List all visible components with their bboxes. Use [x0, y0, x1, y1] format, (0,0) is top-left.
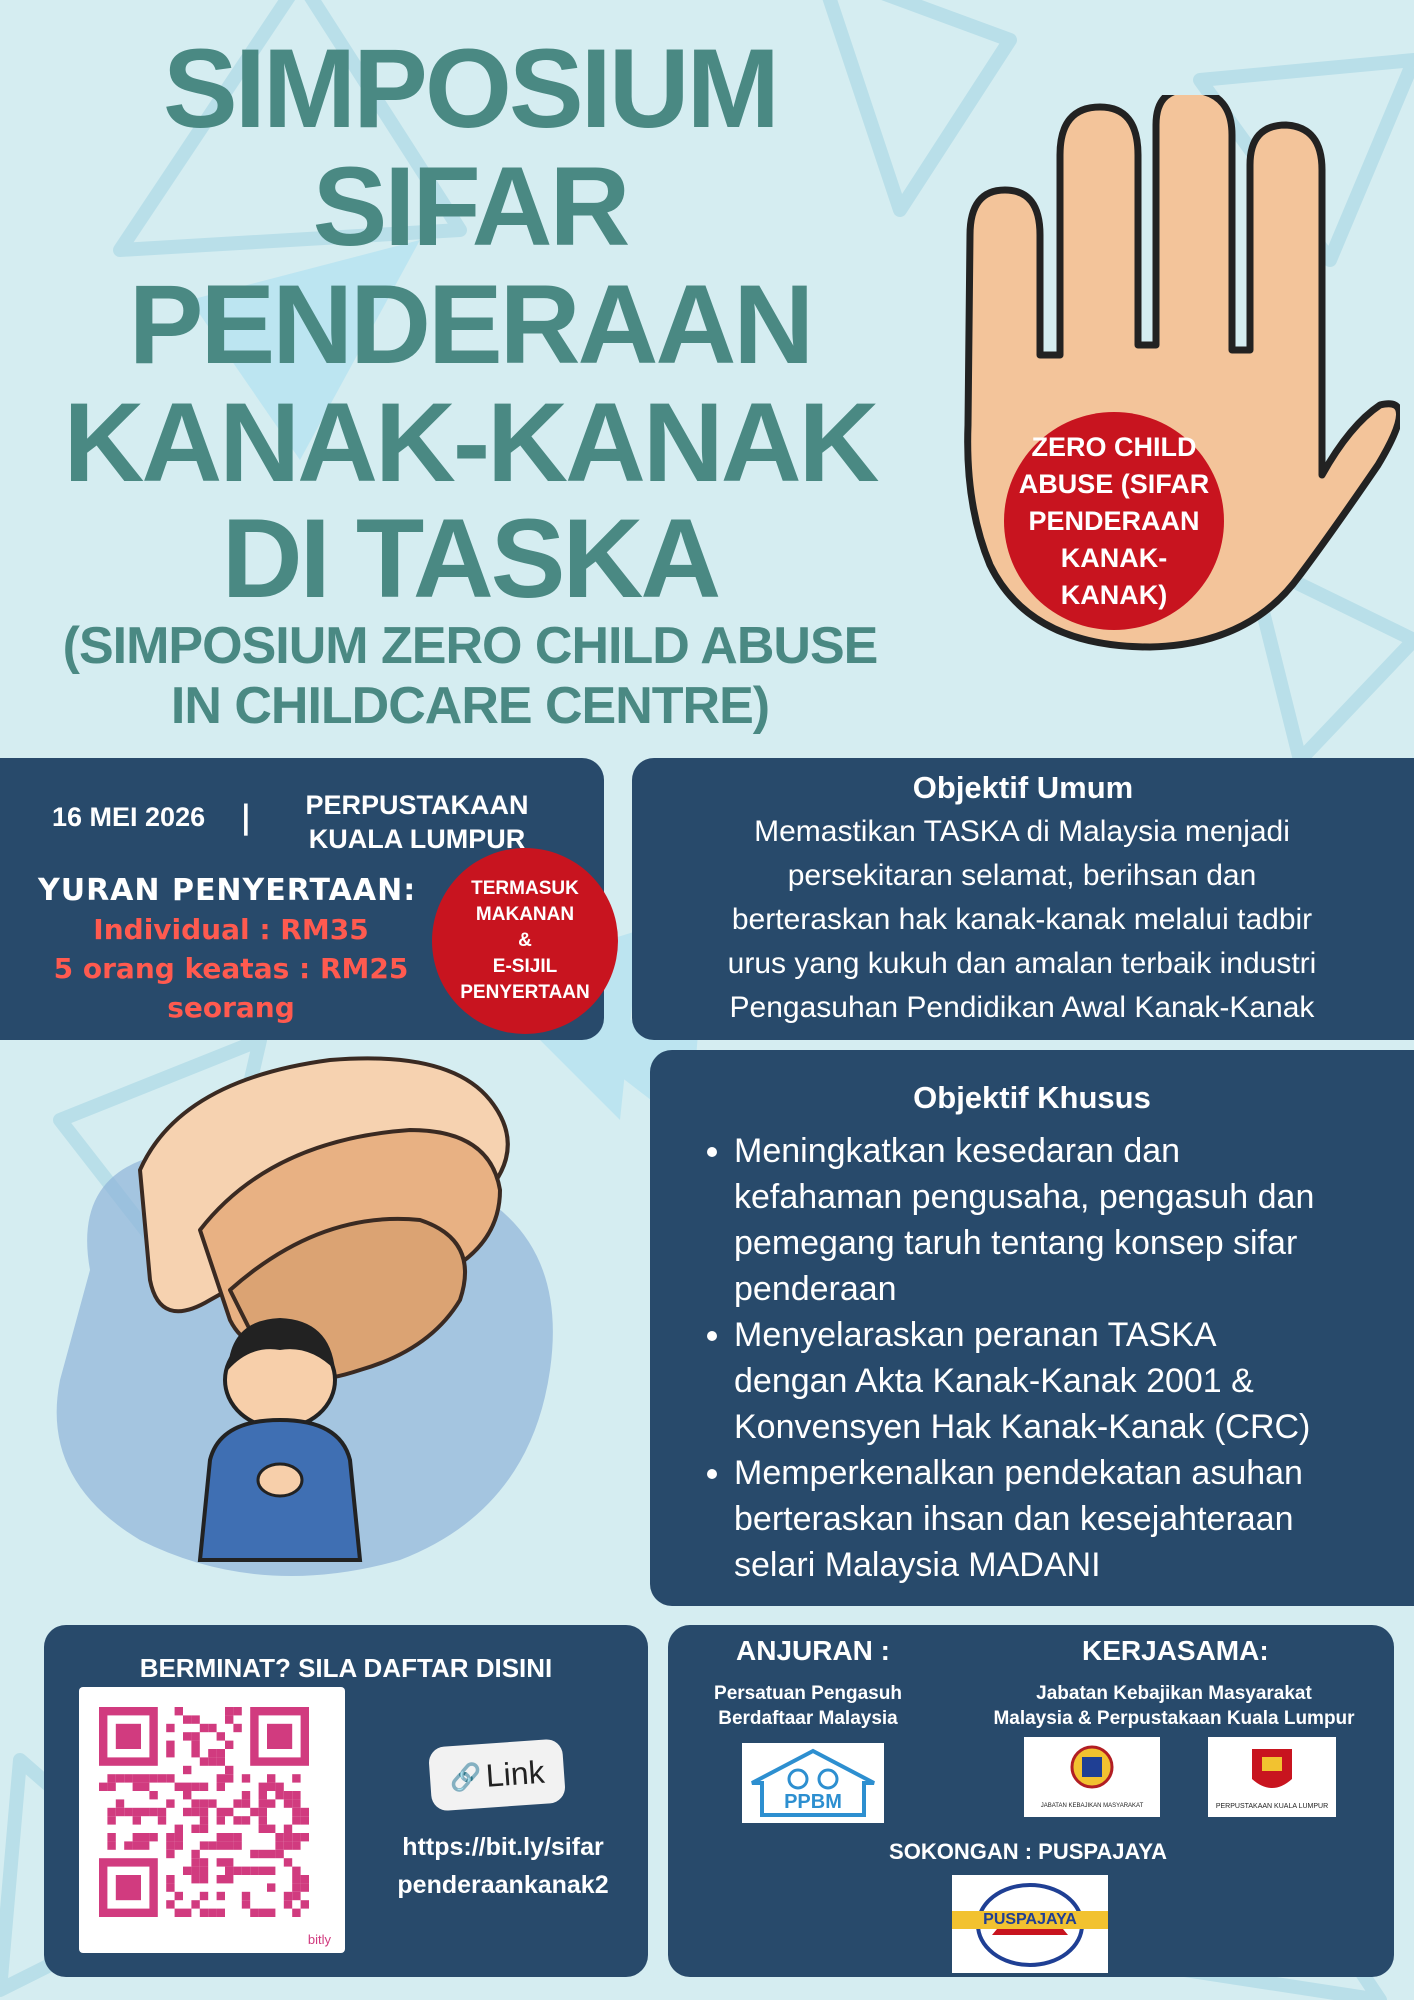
anjuran-name [688, 1681, 928, 1731]
pkl-logo-caption: PERPUSTAKAAN KUALA LUMPUR [1215, 1803, 1329, 1810]
khusus-line: pemegang taruh tentang konsep sifar [734, 1224, 1298, 1262]
jkm-logo-caption: JABATAN KEBAJIKAN MASYARAKAT [1040, 1803, 1144, 1809]
event-venue [282, 788, 552, 856]
fee-individual: Individual : RM35 [93, 913, 369, 946]
date-venue-row [0, 788, 604, 858]
title-line-2: SIFAR [312, 144, 628, 269]
objektif-umum-panel [632, 758, 1414, 1040]
event-date: 16 MEI 2026 [52, 802, 206, 832]
includes-line-1: TERMASUK [471, 878, 579, 899]
objektif-khusus-list [700, 1128, 1414, 1588]
objektif-khusus-heading: Objektif Khusus [913, 1080, 1151, 1115]
kerjasama-label: KERJASAMA: [1082, 1635, 1269, 1666]
subtitle-line-2: IN CHILDCARE CENTRE) [170, 677, 770, 735]
sokongan-label: SOKONGAN : PUSPAJAYA [889, 1839, 1167, 1864]
qr-pattern [79, 1687, 345, 1953]
title-line-3: PENDERAAN [128, 262, 812, 387]
includes-line-3: & [518, 930, 532, 951]
kerjasama-name-line-2: Malaysia & Perpustakaan Kuala Lumpur [993, 1708, 1355, 1729]
ppbm-logo-text: PPBM [784, 1791, 842, 1813]
link-label: Link [484, 1753, 546, 1794]
title-line-5: DI TASKA [221, 496, 719, 621]
badge-line-3: PENDERAAN [1028, 505, 1200, 536]
kerjasama-name-line-1: Jabatan Kebajikan Masyarakat [1036, 1683, 1312, 1704]
list-item [734, 1450, 1414, 1588]
includes-line-4: E-SIJIL [492, 956, 558, 977]
puspajaya-logo [952, 1875, 1108, 1973]
includes-line-5: PENYERTAAN [460, 982, 590, 1003]
khusus-line: kefahaman pengusaha, pengasuh dan [734, 1178, 1315, 1216]
badge-line-4: KANAK- [1060, 542, 1168, 573]
objektif-umum-text [652, 810, 1392, 1030]
registration-url[interactable] [368, 1828, 638, 1904]
title-line-1: SIMPOSIUM [163, 26, 777, 151]
khusus-line: selari Malaysia MADANI [734, 1546, 1101, 1584]
khusus-line: • Menyelaraskan peranan TASKA [734, 1316, 1217, 1354]
url-line-2: penderaankanak2 [397, 1871, 609, 1899]
umum-line: persekitaran selamat, berihsan dan [787, 859, 1257, 892]
khusus-line: • Memperkenalkan pendekatan asuhan [734, 1454, 1303, 1492]
kerjasama-name [964, 1681, 1384, 1731]
title-line-4: KANAK-KANAK [63, 380, 877, 505]
protected-child-illustration [30, 1040, 620, 1600]
fee-group-unit: seorang [167, 991, 295, 1024]
khusus-line: dengan Akta Kanak-Kanak 2001 & [734, 1362, 1254, 1400]
objektif-umum-heading: Objektif Umum [912, 770, 1134, 805]
list-item [734, 1312, 1414, 1450]
link-icon: 🔗 [448, 1760, 483, 1793]
qr-brand: bitly [307, 1932, 331, 1947]
anjuran-label: ANJURAN : [736, 1635, 890, 1666]
fee-title: YURAN PENYERTAAN: [38, 873, 417, 908]
puspajaya-logo-text: PUSPAJAYA [952, 1911, 1108, 1929]
dbkl-crest-icon [1208, 1737, 1336, 1803]
khusus-line: • Meningkatkan kesedaran dan [734, 1132, 1181, 1170]
khusus-line: Konvensyen Hak Kanak-Kanak (CRC) [734, 1408, 1311, 1446]
subtitle-line-1: (SIMPOSIUM ZERO CHILD ABUSE [62, 617, 878, 675]
zero-child-abuse-badge [1004, 412, 1224, 630]
includes-line-2: MAKANAN [475, 904, 575, 925]
khusus-line: berteraskan ihsan dan kesejahteraan [734, 1500, 1294, 1538]
umum-line: Memastikan TASKA di Malaysia menjadi [754, 815, 1290, 848]
registration-qr-code[interactable] [79, 1687, 345, 1953]
date-separator: | [240, 798, 252, 836]
anjuran-name-line-2: Berdaftaar Malaysia [718, 1708, 898, 1729]
fee-group: 5 orang keatas : RM25 [53, 952, 409, 985]
registration-panel [44, 1625, 648, 1977]
jkm-logo [1024, 1737, 1160, 1817]
badge-line-5: KANAK) [1060, 579, 1168, 610]
objektif-khusus-panel [650, 1050, 1414, 1606]
ppbm-logo [742, 1743, 884, 1823]
umum-line: Pengasuhan Pendidikan Awal Kanak-Kanak [729, 991, 1315, 1024]
umum-line: urus yang kukuh dan amalan terbaik industri [727, 947, 1317, 980]
badge-line-1: ZERO CHILD [1031, 431, 1197, 462]
umum-line: berteraskan hak kanak-kanak melalui tadbir [731, 903, 1313, 936]
url-line-1: https://bit.ly/sifar [402, 1833, 604, 1861]
pkl-logo [1208, 1737, 1336, 1817]
anjuran-name-line-1: Persatuan Pengasuh [714, 1683, 902, 1704]
badge-line-2: ABUSE (SIFAR [1018, 468, 1210, 499]
venue-line-2: KUALA LUMPUR [308, 824, 526, 854]
event-details-panel [0, 758, 604, 1040]
malaysia-crest-icon [1024, 1737, 1160, 1803]
link-button[interactable] [428, 1738, 566, 1811]
khusus-line: penderaan [734, 1270, 897, 1308]
organizers-panel [668, 1625, 1394, 1977]
includes-badge [432, 848, 618, 1034]
venue-line-1: PERPUSTAKAAN [305, 790, 529, 820]
registration-heading: BERMINAT? SILA DAFTAR DISINI [139, 1653, 553, 1683]
list-item [734, 1128, 1414, 1312]
